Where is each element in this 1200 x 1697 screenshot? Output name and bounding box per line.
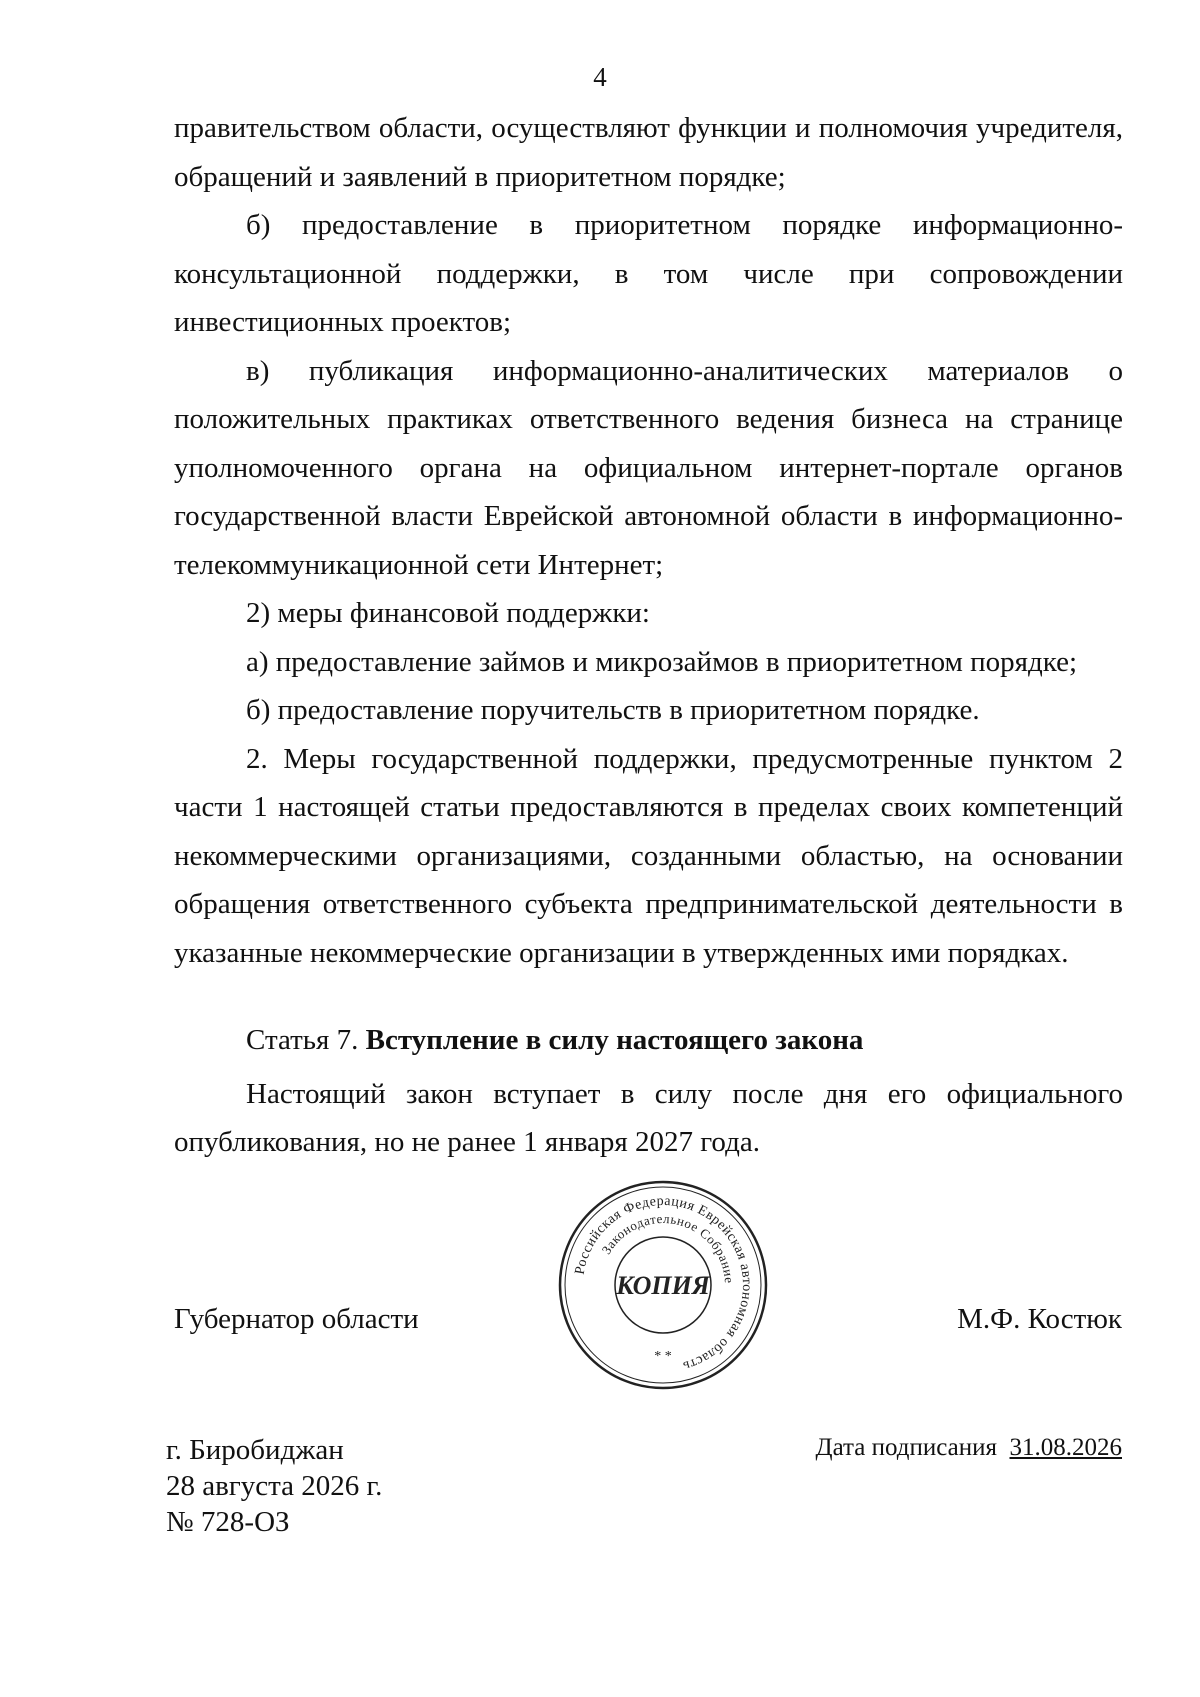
signing-date [816, 1434, 1122, 1462]
law-text [174, 104, 1123, 1167]
paragraph: правительством области, осуществляют функции и полномочия учредителя, обращений и заявлений в приоритетном порядке; [174, 112, 1123, 193]
seal-center-text: КОПИЯ [616, 1271, 710, 1300]
paragraph: б) предоставление в приоритетном порядке информационно-консультационной поддержки, в том числе при сопровождении инвестиционных проектов; [174, 209, 1123, 338]
seal-outer-text: Российская Федерация Еврейская автономная область [572, 1193, 755, 1374]
signatory-name: М.Ф. Костюк [957, 1303, 1122, 1335]
paragraph: 2. Меры государственной поддержки, предусмотренные пунктом 2 части 1 настоящей статьи предоставляются в пределах своих компетенций некоммерческими организациями, созданными областью, на основании обращения ответственного субъекта предпринимательской деятельности в указанные некоммерческие организации в утвержденных ими порядках. [174, 742, 1123, 969]
signatory-position: Губернатор области [174, 1303, 419, 1335]
article-text: Настоящий закон вступает в силу после дня его официального опубликования, но не ранее 1 января 2027 года. [174, 1077, 1123, 1158]
article-heading [174, 1016, 1123, 1065]
place-block [166, 1432, 382, 1540]
paragraph: 2) меры финансовой поддержки: [246, 597, 650, 629]
seal-inner-text: Законодательное Собрание [598, 1210, 738, 1284]
seal-stars: * * [654, 1349, 672, 1364]
city: г. Биробиджан [166, 1434, 344, 1466]
law-number: № 728-ОЗ [166, 1506, 290, 1538]
official-seal [556, 1178, 770, 1392]
law-date: 28 августа 2026 г. [166, 1470, 383, 1502]
signing-date-value: 31.08.2026 [1009, 1434, 1122, 1461]
signing-date-label: Дата подписания [815, 1434, 997, 1461]
page-number: 4 [593, 62, 607, 92]
paragraph: б) предоставление поручительств в приоритетном порядке. [246, 694, 980, 726]
article-title: Вступление в силу настоящего закона [365, 1024, 864, 1056]
article-label: Статья 7. [246, 1024, 359, 1056]
paragraph: а) предоставление займов и микрозаймов в приоритетном порядке; [246, 645, 1078, 678]
paragraph: в) публикация информационно-аналитических материалов о положительных практиках ответственного ведения бизнеса на странице уполномоченного органа на официальном интернет-портале органов государственной власти Еврейской автономной области в информационно-телекоммуникационной сети Интернет; [174, 354, 1123, 581]
